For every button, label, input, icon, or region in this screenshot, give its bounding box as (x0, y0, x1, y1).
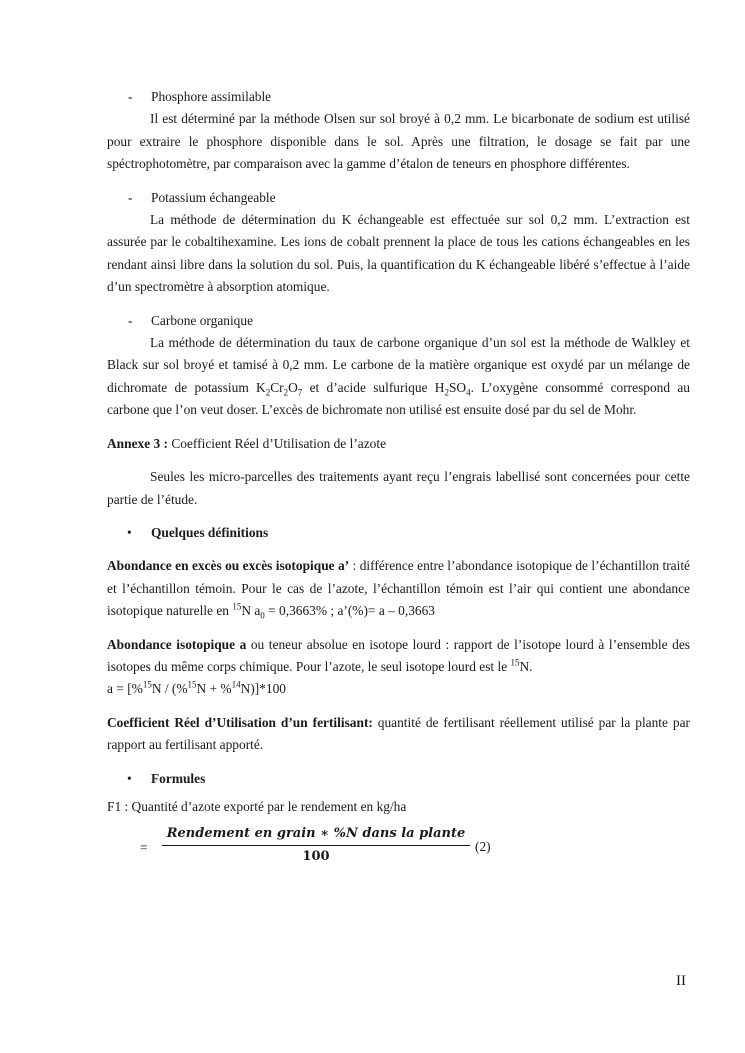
dash-marker: - (128, 89, 133, 104)
definition-excess-isotopic: Abondance en excès ou excès isotopique a’ : différence entre l’abondance isotopique de l’échantillon traité et l’échantillon témoin. Pour le cas de l’azote, l’échantillon témoin est l’air qui contient une abondance isotopique naturelle en $^{15}$N $a_0 = 0,3663\%$ ; a’(%)= a – 0,3663 (107, 558, 690, 621)
section-heading-potassium (107, 187, 690, 209)
heading-text: Potassium échangeable (151, 189, 276, 205)
denominator: 100 (302, 849, 330, 865)
annexe-title: Coefficient Réel d’Utilisation de l’azote (168, 435, 387, 451)
section-heading-phosphore (107, 86, 690, 108)
equation-number: (2) (475, 839, 491, 855)
paragraph-carbone: La méthode de détermination du taux de carbone organique d’un sol est la méthode de Walkley et Black sur sol broyé et tamisé à 0,2 mm. Le carbone de la matière organique est oxydé par un mélange de dichromate de potassium $K_2Cr_2O_7$ et d’acide sulfurique $H_2SO_4$. L’oxygène consommé correspond au carbone que l’on veut doser. L’excès de bichromate non utilisé est ensuite dosé par du sel de Mohr. (107, 335, 690, 418)
definition-term: Abondance en excès ou excès isotopique a’ (107, 558, 350, 574)
dash-marker: - (128, 189, 133, 205)
definition-isotopic-abundance: Abondance isotopique a ou teneur absolue en isotope lourd : rapport de l’isotope lourd à l’ensemble des isotopes du même corps chimique. Pour l’azote, le seul isotope lourd est le $^{15}$N. a = [%$^{15}$N / (%$^{15}$N + %$^{14}$N)]*100 (107, 636, 690, 697)
definitions-heading: • Quelques définitions (107, 522, 690, 544)
definition-term: Coefficient Réel d’Utilisation d’un fertilisant: (107, 714, 373, 730)
dash-marker: - (128, 312, 133, 328)
paragraph-potassium: La méthode de détermination du K échangeable est effectuée sur sol 0,2 mm. L’extraction est assurée par le cobaltihexamine. Les ions de cobalt prennent la place de tous les cations échangeables en les rendant ainsi libre dans la solution du sol. Puis, la quantification du K échangeable libéré s’effectue à l’aide d’un spectromètre à absorption atomique. (107, 212, 690, 295)
heading-text: Carbone organique (151, 312, 254, 328)
heading-text: Phosphore assimilable (151, 89, 272, 104)
fraction (162, 824, 470, 867)
formula-f1 (107, 824, 690, 868)
annexe-heading (107, 433, 690, 455)
definition-term: Abondance isotopique a (107, 636, 247, 652)
annexe-label: Annexe 3 : (107, 435, 168, 451)
bullet-marker: • (127, 524, 132, 540)
page-content (107, 86, 690, 868)
formula-f1-label: F1 : Quantité d’azote exporté par le rendement en kg/ha (107, 798, 407, 814)
bullet-marker: • (127, 770, 132, 786)
equals-sign: = (140, 840, 148, 856)
section-heading-carbone (107, 310, 690, 332)
page-number: II (676, 973, 686, 989)
definition-cru: Coefficient Réel d’Utilisation d’un fertilisant: quantité de fertilisant réellement utilisé par la plante par rapport au fertilisant apporté. (107, 714, 690, 753)
numerator: Rendement en grain ∗ %N dans la plante (162, 824, 470, 846)
annexe-intro: Seules les micro-parcelles des traitements ayant reçu l’engrais labellisé sont concernées pour cette partie de l’étude. (107, 469, 690, 507)
paragraph-phosphore: Il est déterminé par la méthode Olsen sur sol broyé à 0,2 mm. Le bicarbonate de sodium est utilisé pour extraire le phosphore disponible dans le sol. Après une filtration, le dosage se fait par une spéctrophotomètre, par comparaison avec la gamme d’étalon de teneurs en phosphore différentes. (107, 111, 690, 172)
formulas-heading: • Formules (107, 768, 690, 790)
